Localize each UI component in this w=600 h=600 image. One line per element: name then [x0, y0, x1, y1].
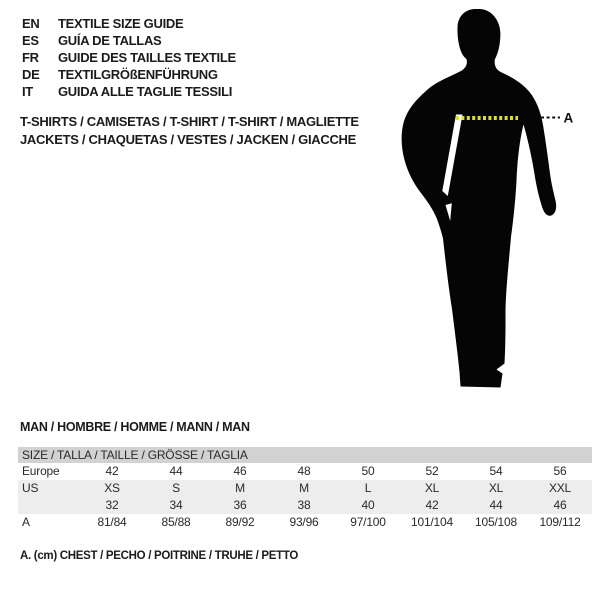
man-silhouette-icon — [402, 9, 557, 388]
language-label: TEXTILGRÖßENFÜHRUNG — [58, 67, 218, 82]
language-code: IT — [22, 84, 33, 99]
size-cell: 44 — [489, 498, 503, 512]
section-title-man: MAN / HOMBRE / HOMME / MANN / MAN — [20, 420, 250, 434]
size-cell: 36 — [233, 498, 247, 512]
size-row-numeric — [18, 497, 592, 514]
row-label: US — [22, 481, 39, 495]
size-cell: 56 — [553, 464, 567, 478]
measure-label-a: A — [563, 110, 574, 126]
language-code: FR — [22, 50, 39, 65]
size-cell: 32 — [105, 498, 119, 512]
size-cell: XL — [488, 481, 504, 495]
size-row-chest-a — [18, 514, 592, 531]
language-code: EN — [22, 16, 40, 31]
size-row-europe — [18, 463, 592, 480]
size-cell: S — [172, 481, 180, 495]
size-cell: M — [299, 481, 309, 495]
size-table-header: SIZE / TALLA / TAILLE / GRÖSSE / TAGLIA — [18, 447, 592, 463]
size-cell: 109/112 — [539, 515, 581, 529]
size-cell: XS — [104, 481, 120, 495]
size-table — [18, 447, 592, 531]
size-cell: 38 — [297, 498, 311, 512]
size-cell: 89/92 — [225, 515, 255, 529]
measurement-footnote: A. (cm) CHEST / PECHO / POITRINE / TRUHE / PETTO — [20, 550, 299, 562]
size-cell: 85/88 — [161, 515, 191, 529]
row-label: A — [22, 515, 30, 529]
category-tshirts: T-SHIRTS / CAMISETAS / T-SHIRT / T-SHIRT / MAGLIETTE — [20, 114, 359, 129]
size-cell: 44 — [169, 464, 183, 478]
language-label: GUIDA ALLE TAGLIE TESSILI — [58, 84, 233, 99]
size-cell: M — [235, 481, 245, 495]
category-jackets: JACKETS / CHAQUETAS / VESTES / JACKEN / GIACCHE — [20, 132, 356, 147]
size-cell: 40 — [361, 498, 375, 512]
size-cell: 48 — [297, 464, 311, 478]
size-cell: 105/108 — [475, 515, 517, 529]
size-cell: 46 — [233, 464, 247, 478]
size-cell: 46 — [553, 498, 567, 512]
row-label — [18, 497, 80, 514]
language-label: GUIDE DES TAILLES TEXTILE — [58, 50, 236, 65]
size-cell: 34 — [169, 498, 183, 512]
size-cell: 97/100 — [350, 515, 386, 529]
size-cell: L — [364, 481, 372, 495]
language-code: DE — [22, 67, 40, 82]
size-cell: 101/104 — [411, 515, 453, 529]
row-label: Europe — [22, 464, 60, 478]
language-label: GUÍA DE TALLAS — [58, 33, 162, 48]
size-cell: 54 — [489, 464, 503, 478]
size-cell: 81/84 — [97, 515, 127, 529]
size-cell: 42 — [105, 464, 119, 478]
size-cell: 52 — [425, 464, 439, 478]
size-cell: 42 — [425, 498, 439, 512]
size-cell: XXL — [548, 481, 572, 495]
language-label: TEXTILE SIZE GUIDE — [58, 16, 184, 31]
size-cell: XL — [424, 481, 440, 495]
size-cell: 93/96 — [289, 515, 319, 529]
language-code: ES — [22, 33, 39, 48]
size-row-us — [18, 480, 592, 497]
size-cell: 50 — [361, 464, 375, 478]
